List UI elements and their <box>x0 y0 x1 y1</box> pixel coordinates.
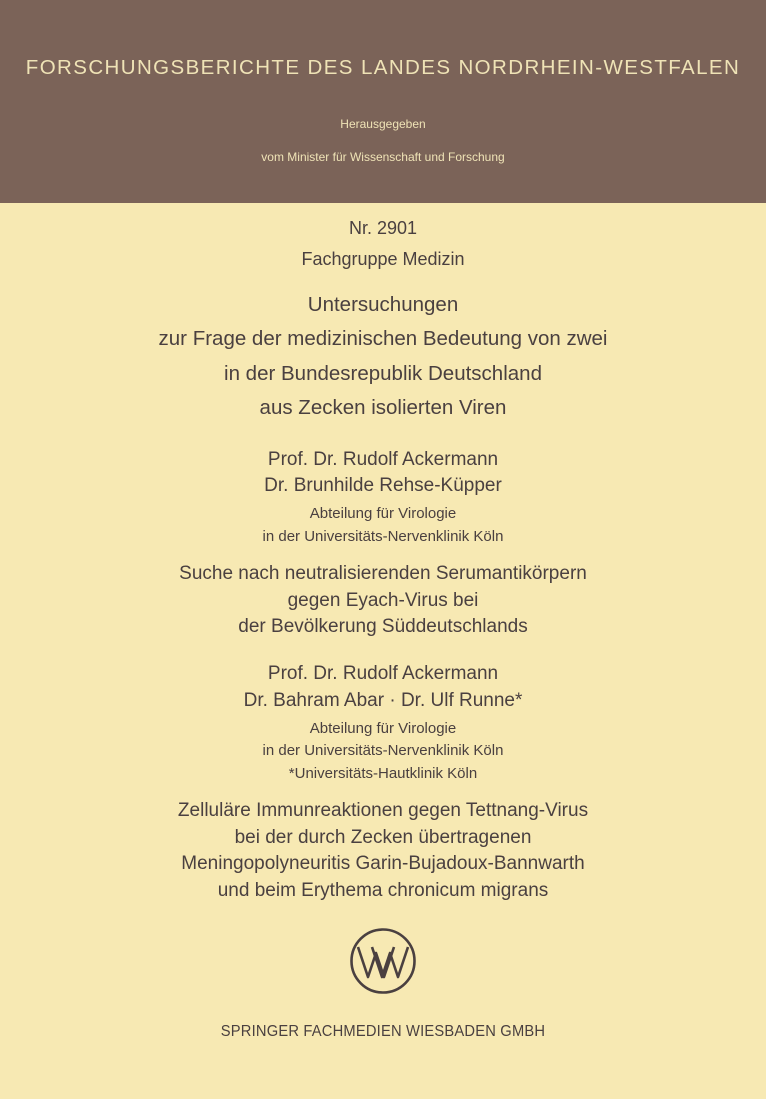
report-number: Nr. 2901 <box>348 218 418 238</box>
title-line: der Bevölkerung Süddeutschlands <box>238 616 528 637</box>
subject-group: Fachgruppe Medizin <box>301 249 465 269</box>
title-line: Suche nach neutralisierenden Serumantikörpern <box>179 563 587 584</box>
title-line: aus Zecken isolierten Viren <box>259 396 507 419</box>
title-line: in der Bundesrepublik Deutschland <box>224 362 542 385</box>
series-header-band <box>0 0 766 203</box>
series-title: FORSCHUNGSBERICHTE DES LANDES NORDRHEIN-WESTFALEN <box>25 56 741 79</box>
publisher-name: SPRINGER FACHMEDIEN WIESBADEN GMBH <box>220 1023 546 1040</box>
author-line: Dr. Bahram Abar · Dr. Ulf Runne* <box>243 690 523 711</box>
author-line: Dr. Brunhilde Rehse-Küpper <box>264 475 502 496</box>
title-line: gegen Eyach-Virus bei <box>287 590 479 611</box>
title-line: bei der durch Zecken übertragenen <box>234 827 532 848</box>
affiliation-line: Abteilung für Virologie <box>309 505 457 522</box>
affiliation-line: in der Universitäts-Nervenklinik Köln <box>262 742 504 759</box>
title-line: Untersuchungen <box>307 293 459 316</box>
title-line: Meningopolyneuritis Garin-Bujadoux-Bannwarth <box>181 853 585 874</box>
author-line: Prof. Dr. Rudolf Ackermann <box>267 449 499 470</box>
editor-line-1: Herausgegeben <box>340 117 426 131</box>
author-line: Prof. Dr. Rudolf Ackermann <box>267 663 499 684</box>
affiliation-line: *Universitäts-Hautklinik Köln <box>288 765 478 782</box>
publisher-logo-icon <box>349 927 417 995</box>
affiliation-line: in der Universitäts-Nervenklinik Köln <box>262 528 504 545</box>
editor-line-2: vom Minister für Wissenschaft und Forschung <box>261 150 505 164</box>
title-line: und beim Erythema chronicum migrans <box>217 880 549 901</box>
title-line: Zelluläre Immunreaktionen gegen Tettnang-Virus <box>177 800 589 821</box>
affiliation-line: Abteilung für Virologie <box>309 720 457 737</box>
title-line: zur Frage der medizinischen Bedeutung von zwei <box>158 327 608 350</box>
